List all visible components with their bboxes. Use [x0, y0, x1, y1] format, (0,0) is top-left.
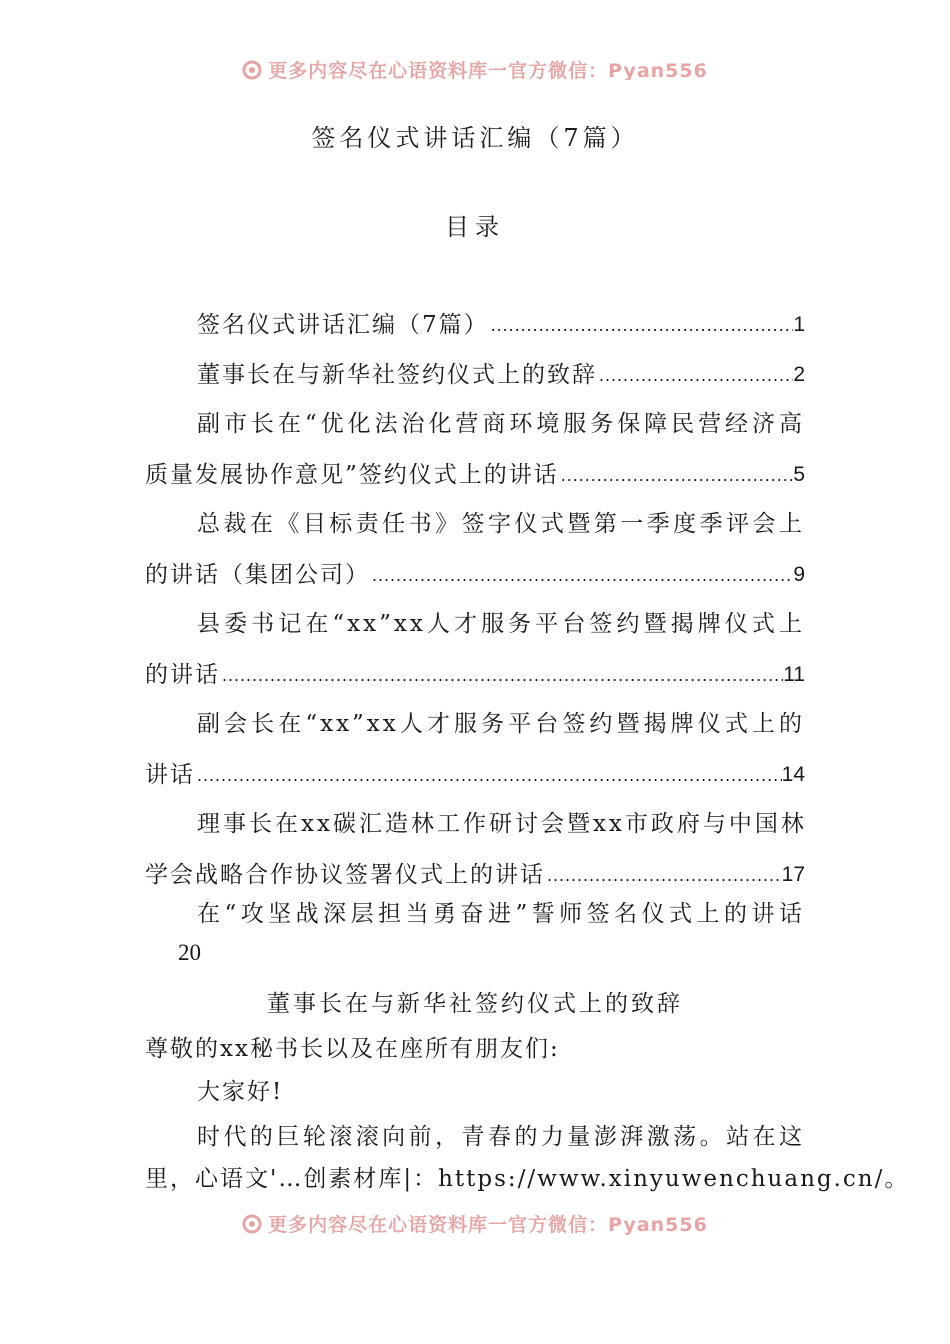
- watermark-text: 更多内容尽在心语资料库一官方微信：Pyan556: [268, 60, 708, 80]
- toc-page-number: 5: [793, 463, 805, 486]
- toc-entry-label: 质量发展协作意见”签约仪式上的讲话: [145, 462, 559, 488]
- toc-entry[interactable]: [145, 655, 805, 689]
- toc-entry-label: 的讲话（集团公司）: [145, 562, 370, 588]
- section-heading: 董事长在与新华社签约仪式上的致辞: [267, 991, 683, 1017]
- toc-entry[interactable]: [145, 555, 805, 589]
- document-title: 签名仪式讲话汇编（7篇）: [311, 124, 639, 152]
- toc-entry-label: 学会战略合作协议签署仪式上的讲话: [145, 862, 545, 888]
- toc-entry-label: 的讲话: [145, 662, 220, 688]
- toc-leader: [372, 565, 793, 589]
- toc-leader: [561, 465, 794, 489]
- toc-page-number: 2: [793, 363, 805, 386]
- toc-entry-line[interactable]: 理事长在xx碳汇造林工作研讨会暨xx市政府与中国林: [197, 811, 807, 837]
- toc-page-number: 9: [793, 563, 805, 586]
- toc-entry-line[interactable]: 副市长在“优化法治化营商环境服务保障民营经济高: [197, 411, 805, 437]
- toc-entry-line[interactable]: 在“攻坚战深层担当勇奋进”誓师签名仪式上的讲话: [197, 901, 805, 927]
- toc-leader: [222, 665, 783, 689]
- toc-page-number: 1: [793, 313, 805, 336]
- salutation: 尊敬的xx秘书长以及在座所有朋友们:: [145, 1036, 560, 1062]
- toc-leader: [491, 315, 794, 339]
- paragraph-line: 时代的巨轮滚滚向前，青春的力量澎湃激荡。站在这: [197, 1124, 805, 1150]
- toc-entry[interactable]: [145, 755, 805, 789]
- toc-leader: [547, 865, 782, 889]
- logo-icon: [242, 60, 262, 80]
- toc-entry-label: 董事长在与新华社签约仪式上的致辞: [197, 362, 597, 388]
- watermark-bottom: [0, 1210, 950, 1236]
- toc-page-number: 14: [781, 763, 805, 786]
- toc-entry[interactable]: [145, 305, 805, 339]
- watermark-top: [0, 56, 950, 80]
- paragraph-line: 里，心语文'…创素材库|：https://www.xinyuwenchuang.cn/。: [145, 1166, 910, 1192]
- watermark-text: 更多内容尽在心语资料库一官方微信：Pyan556: [268, 1214, 708, 1236]
- toc-page-number: 17: [781, 863, 805, 886]
- toc-entry[interactable]: [145, 355, 805, 389]
- toc-heading: 目录: [445, 213, 505, 241]
- toc-leader: [197, 765, 782, 789]
- toc-leader: [599, 365, 793, 389]
- toc-entry[interactable]: [145, 455, 805, 489]
- toc-entry-line[interactable]: 总裁在《目标责任书》签字仪式暨第一季度季评会上: [197, 511, 805, 537]
- toc-page-number: 20: [178, 940, 201, 965]
- toc-entry[interactable]: [145, 855, 805, 889]
- toc-entry-label: 讲话: [145, 762, 195, 788]
- toc-page-number: 11: [783, 663, 805, 686]
- toc-entry-line[interactable]: 县委书记在“xx”xx人才服务平台签约暨揭牌仪式上: [197, 611, 805, 637]
- toc-entry-line[interactable]: 副会长在“xx”xx人才服务平台签约暨揭牌仪式上的: [197, 711, 805, 737]
- greeting: 大家好!: [197, 1079, 284, 1105]
- logo-icon: [242, 1214, 262, 1234]
- toc-entry-label: 签名仪式讲话汇编（7篇）: [197, 312, 489, 338]
